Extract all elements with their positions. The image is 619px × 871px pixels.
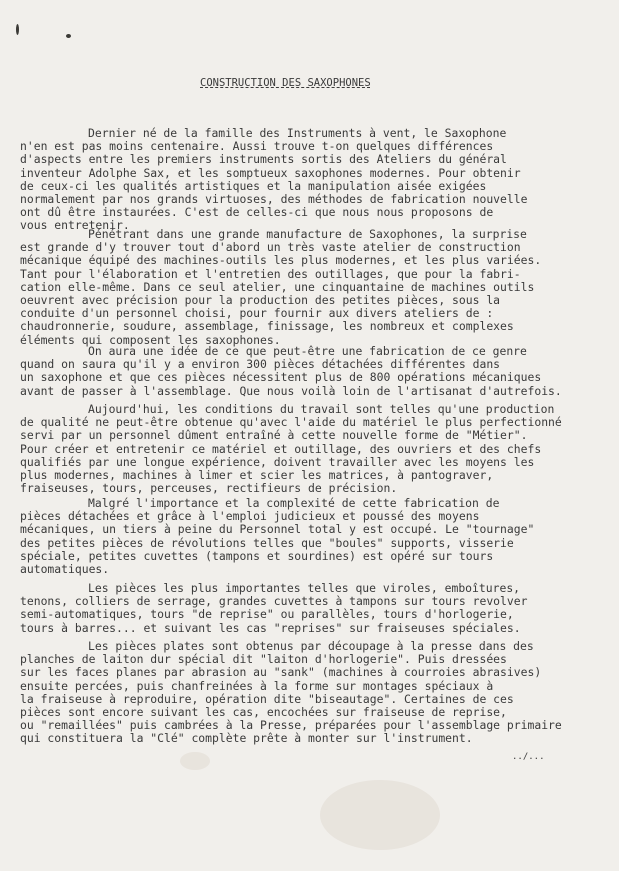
paragraph-line: un saxophone et que ces pièces nécessitent plus de 800 opérations mécaniques xyxy=(20,370,542,385)
paragraph-first-line: Dernier né de la famille des Instruments à vent, le Saxophone xyxy=(88,126,507,140)
paragraph-line: de ceux-ci les qualités artistiques et la manipulation aisée exigées xyxy=(20,178,487,193)
paragraph-line: quand on saura qu'il y a environ 300 pièces détachées différentes dans xyxy=(20,357,501,372)
paragraph-line: qui constituera la "Clé" complète prête à monter sur l'instrument. xyxy=(20,731,473,746)
paragraph-line: tours à barres... et suivant les cas "reprises" sur fraiseuses spéciales. xyxy=(20,620,521,635)
paragraph-line: chaudronnerie, soudure, assemblage, finissage, les nombreux et complexes xyxy=(20,319,514,334)
paragraph-first-line: Pénétrant dans une grande manufacture de Saxophones, la surprise xyxy=(88,227,527,241)
ink-spot xyxy=(66,34,71,38)
paragraph-line: spéciale, petites cuvettes (tampons et sourdines) est opéré sur tours xyxy=(20,548,494,563)
paragraph-first-line: Aujourd'hui, les conditions du travail sont telles qu'une production xyxy=(88,402,555,416)
paragraph-line: la fraiseuse à reproduire, opération dite "biseautage". Certaines de ces xyxy=(20,691,514,706)
paragraph-line: vous entretenir. xyxy=(20,218,130,233)
paragraph-line: n'en est pas moins centenaire. Aussi trouve t-on quelques différences xyxy=(20,139,494,154)
paragraph-line: cation elle-même. Dans ce seul atelier, une cinquantaine de machines outils xyxy=(20,279,535,294)
paragraph-line: ou "remaillées" puis cambrées à la Presse, préparées pour l'assemblage primaire xyxy=(20,718,562,733)
paragraph-line: planches de laiton dur spécial dit "laiton d'horlogerie". Puis dressées xyxy=(20,652,507,667)
paragraph-first-line: On aura une idée de ce que peut-être une fabrication de ce genre xyxy=(88,344,527,358)
paragraph-line: des petites pièces de révolutions telles que "boules" supports, visserie xyxy=(20,535,514,550)
paragraph-line: ensuite percées, puis chanfreinées à la forme sur montages spéciaux à xyxy=(20,678,494,693)
paragraph-line: avant de passer à l'assemblage. Que nous voilà loin de l'artisanat d'autrefois. xyxy=(20,383,562,398)
paper-stain xyxy=(180,752,210,770)
paragraph-line: pièces sont encore suivant les cas, encochées sur fraiseuse de reprise, xyxy=(20,705,507,719)
paragraph-line: qualifiés par une longue expérience, doivent travailler avec les moyens les xyxy=(20,454,535,469)
paragraph-line: oeuvrent avec précision pour la production des petites pièces, sous la xyxy=(20,293,501,307)
paragraph-line: conduite d'un personnel choisi, pour fournir aux divers ateliers de : xyxy=(20,306,494,321)
continued-mark: ../... xyxy=(512,752,545,762)
paragraph-first-line: Les pièces plates sont obtenus par découpage à la presse dans des xyxy=(88,639,534,653)
paragraph-first-line: Les pièces les plus importantes telles que viroles, emboîtures, xyxy=(88,581,521,595)
paragraph-line: semi-automatiques, tours "de reprise" ou parallèles, tours d'horlogerie, xyxy=(20,607,514,622)
paragraph-line: ont dû être instaurées. C'est de celles-ci que nous nous proposons de xyxy=(20,205,494,220)
paragraph-line: mécanique équipé des machines-outils les plus modernes, et les plus variées. xyxy=(20,253,542,268)
paragraph-line: Pour créer et entretenir ce matériel et outillage, des ouvriers et des chefs xyxy=(20,441,542,456)
paragraph-line: inventeur Adolphe Sax, et les somptueux saxophones modernes. Pour obtenir xyxy=(20,165,521,180)
paragraph-line: automatiques. xyxy=(20,562,110,576)
paragraph-first-line: Malgré l'importance et la complexité de cette fabrication de xyxy=(88,496,500,510)
paragraph-line: mécaniques, un tiers à peine du Personnel total y est occupé. Le "tournage" xyxy=(20,522,535,537)
paragraph-line: est grande d'y trouver tout d'abord un très vaste atelier de construction xyxy=(20,240,521,255)
paragraph-line: d'aspects entre les premiers instruments sortis des Ateliers du général xyxy=(20,152,507,167)
paragraph-line: pièces détachées et grâce à l'emploi judicieux et poussé des moyens xyxy=(20,509,480,524)
paragraph-line: tenons, colliers de serrage, grandes cuvettes à tampons sur tours revolver xyxy=(20,594,528,609)
paragraph-line: éléments qui composent les saxophones. xyxy=(20,332,281,347)
paragraph-line: normalement par nos grands virtuoses, des méthodes de fabrication nouvelle xyxy=(20,192,528,206)
document-title: CONSTRUCTION DES SAXOPHONES xyxy=(200,77,371,89)
paragraph-line: sur les faces planes par abrasion au "sank" (machines à courroies abrasives) xyxy=(20,665,542,680)
paragraph-line: plus modernes, machines à limer et scier les matrices, à pantograver, xyxy=(20,468,494,482)
paper-stain xyxy=(320,780,440,850)
paragraph-line: Tant pour l'élaboration et l'entretien des outillages, que pour la fabri- xyxy=(20,266,521,281)
paragraph-line: fraiseuses, tours, perceuses, rectifieurs de précision. xyxy=(20,481,398,496)
paragraph-line: servi par un personnel dûment entraîné à cette nouvelle forme de "Métier". xyxy=(20,428,528,443)
ink-spot xyxy=(16,24,19,35)
paragraph-line: de qualité ne peut-être obtenue qu'avec l'aide du matériel le plus perfectionné xyxy=(20,415,562,430)
